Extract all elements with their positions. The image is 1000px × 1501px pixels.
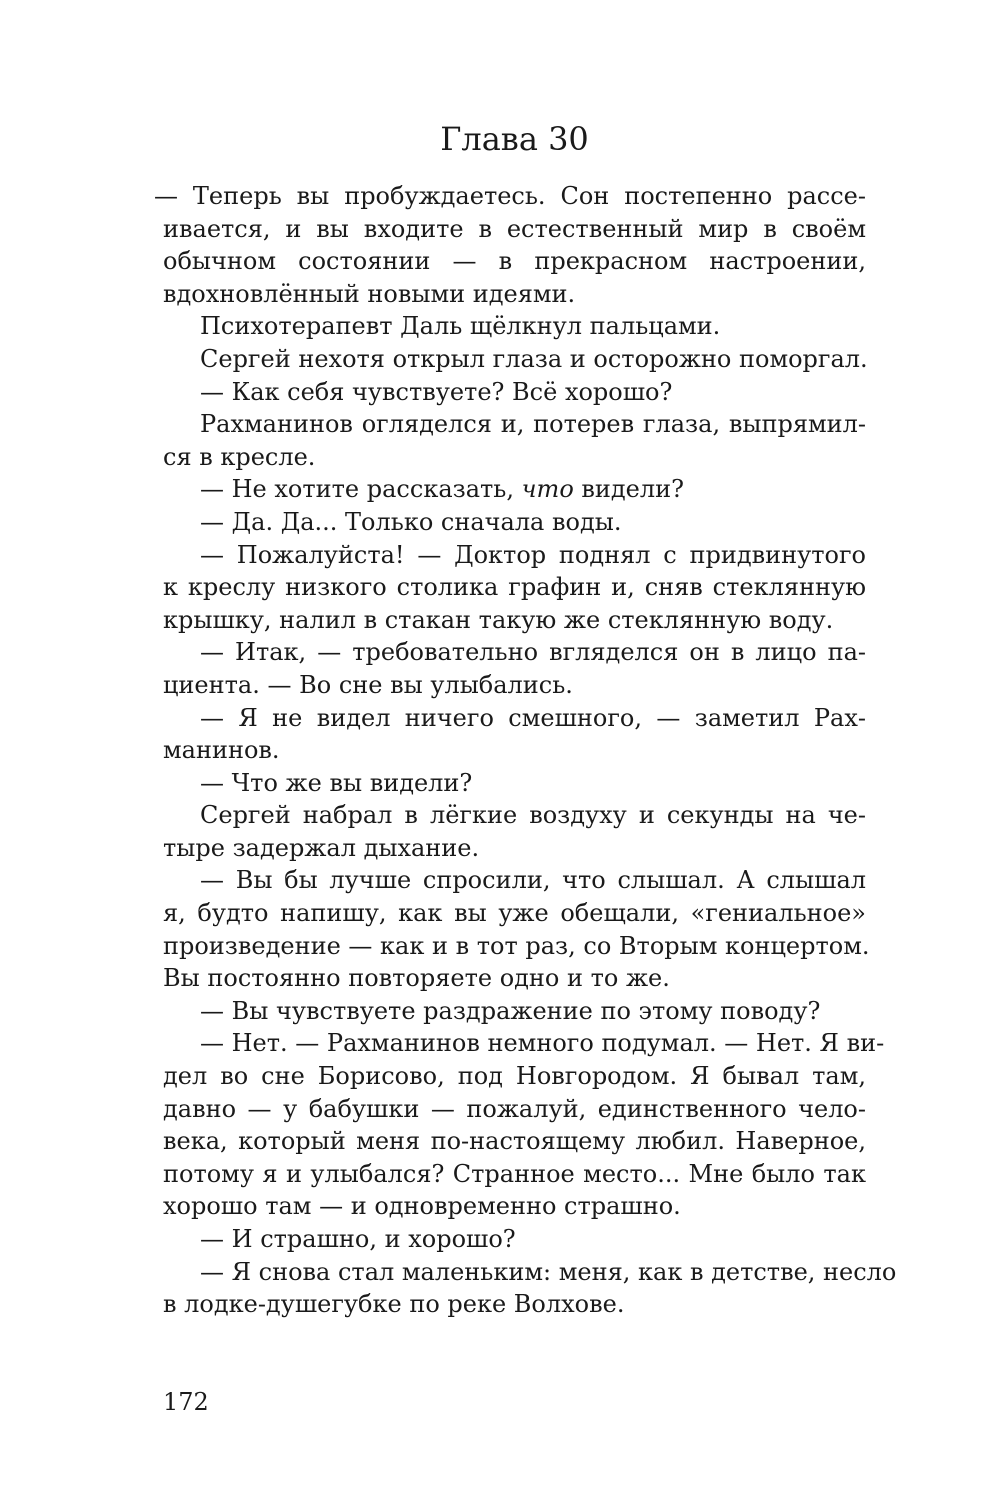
text-line: циента. — Во сне вы улыбались. xyxy=(163,670,573,699)
text-line: — Что же вы видели? xyxy=(200,768,473,797)
text-line: — Как себя чувствуете? Всё хорошо? xyxy=(200,377,673,406)
text-line: — Пожалуйста! — Доктор поднял с придвинутого xyxy=(200,540,866,569)
text-line: Сергей набрал в лёгкие воздуху и секунды на че- xyxy=(200,801,866,830)
text-line: — Итак, — требовательно вгляделся он в лицо па- xyxy=(200,638,866,667)
text-line: Сергей нехотя открыл глаза и осторожно поморгал. xyxy=(200,344,868,373)
text-line: вдохновлённый новыми идеями. xyxy=(163,279,576,308)
text-segment: видели? xyxy=(573,475,684,504)
text-line: потому я и улыбался? Странное место... Мне было так xyxy=(163,1159,866,1188)
text-line: хорошо там — и одновременно страшно. xyxy=(163,1192,681,1221)
text-line xyxy=(163,473,866,506)
text-line: произведение — как и в тот раз, со Вторым концертом. xyxy=(163,931,870,960)
text-line: дел во сне Борисово, под Новгородом. Я бывал там, xyxy=(163,1062,866,1091)
text-line: Рахманинов огляделся и, потерев глаза, выпрямил- xyxy=(200,410,866,439)
text-line: ся в кресле. xyxy=(163,442,316,471)
text-line: тыре задержал дыхание. xyxy=(163,833,480,862)
italic-word: что xyxy=(521,475,574,504)
text-line: — Я снова стал маленьким: меня, как в детстве, несло xyxy=(200,1257,897,1286)
body-text xyxy=(154,180,897,1321)
text-line: давно — у бабушки — пожалуй, единственного чело- xyxy=(163,1094,866,1123)
text-line: — Вы чувствуете раздражение по этому поводу? xyxy=(200,996,821,1025)
text-line: — Вы бы лучше спросили, что слышал. А слышал xyxy=(200,866,866,895)
page-number: 172 xyxy=(163,1388,209,1416)
text-line: манинов. xyxy=(163,736,280,765)
text-line: ивается, и вы входите в естественный мир в своём xyxy=(163,214,866,243)
text-line: Вы постоянно повторяете одно и то же. xyxy=(163,964,670,993)
chapter-title: Глава 30 xyxy=(440,120,589,158)
text-line: — Нет. — Рахманинов немного подумал. — Нет. Я ви- xyxy=(200,1029,885,1058)
text-line: крышку, налил в стакан такую же стеклянную воду. xyxy=(163,605,834,634)
text-line: я, будто напишу, как вы уже обещали, «гениальное» xyxy=(163,899,866,928)
text-line: века, который меня по-настоящему любил. Наверное, xyxy=(163,1127,866,1156)
text-line: к креслу низкого столика графин и, сняв стеклянную xyxy=(163,573,866,602)
text-line: — Я не видел ничего смешного, — заметил Рах- xyxy=(200,703,866,732)
text-line: — Да. Да... Только сначала воды. xyxy=(200,507,622,536)
text-line: Психотерапевт Даль щёлкнул пальцами. xyxy=(200,312,721,341)
text-line: в лодке-душегубке по реке Волхове. xyxy=(163,1290,625,1319)
text-segment: — Не хотите рассказать, xyxy=(200,475,522,504)
text-line: — Теперь вы пробуждаетесь. Сон постепенно рассе- xyxy=(154,182,866,210)
text-line: — И страшно, и хорошо? xyxy=(200,1225,516,1253)
text-line: обычном состоянии — в прекрасном настроении, xyxy=(163,247,866,276)
